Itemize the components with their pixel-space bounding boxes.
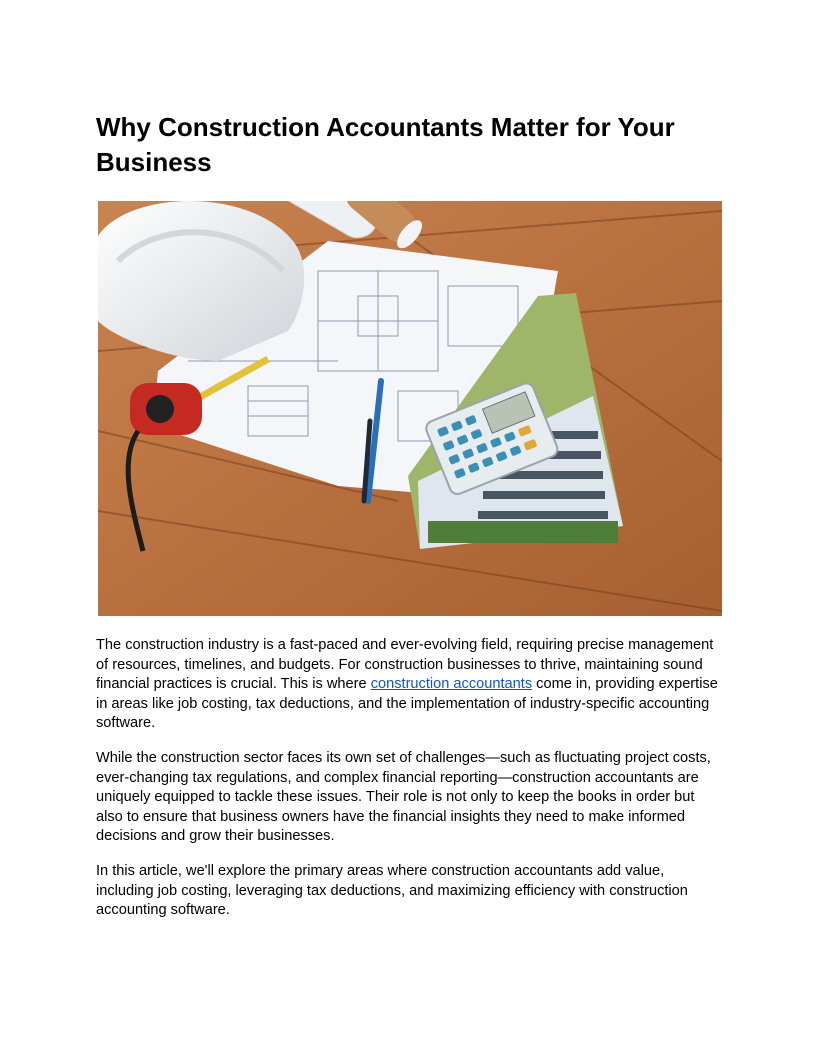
paragraph-1-rest: come in, providing expertise in areas like job costing, tax deductions, and the implementation of industry-specific accounting software. xyxy=(96,676,718,732)
article-body xyxy=(96,636,722,936)
article-title: Why Construction Accountants Matter for Your Business xyxy=(96,112,675,177)
construction-accountants-link[interactable]: construction accountants xyxy=(370,676,533,693)
paragraph-1 xyxy=(96,636,722,734)
paragraph-3: In this article, we'll explore the primary areas where construction accountants add value, including job costing, leveraging tax deductions, and maximizing efficiency with construction accounting software. xyxy=(96,862,688,919)
hero-image xyxy=(98,201,722,616)
paragraph-1-intro: The construction industry is a fast-paced and ever-evolving field, requiring precise management of resources, timelines, and budgets. For construction businesses to thrive, maintaining sound financial practices is crucial. This is where xyxy=(96,637,714,693)
construction-desk-illustration xyxy=(98,201,722,616)
paragraph-2: While the construction sector faces its own set of challenges—such as fluctuating project costs, ever-changing tax regulations, and complex financial reporting—construction accountants are uniquely equipped to tackle these issues. Their role is not only to keep the books in order but also to ensure that business owners have the financial insights they need to make informed decisions and grow their businesses. xyxy=(96,749,711,845)
